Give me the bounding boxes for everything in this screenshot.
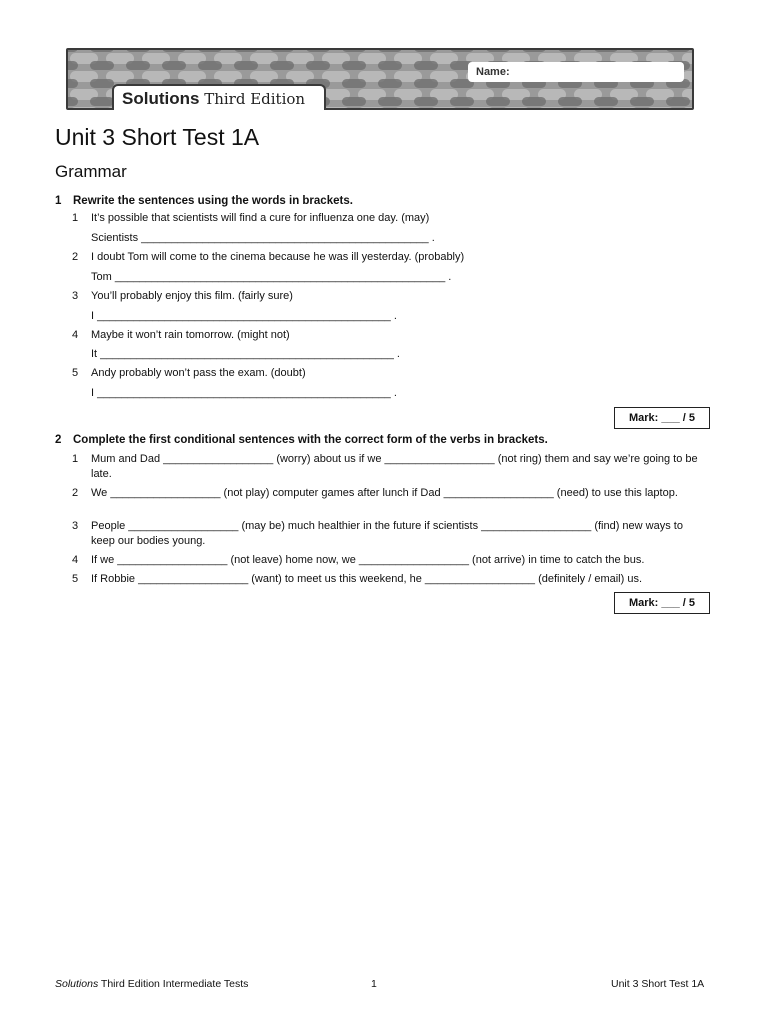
q1-answer-line[interactable]: Tom ______________________________________________________ . (91, 271, 452, 283)
name-label: Name: (476, 66, 510, 78)
q2-item-text: We __________________ (not play) computer games after lunch if Dad __________________ (need) to use this laptop. (91, 487, 678, 499)
q1-item-text: Andy probably won’t pass the exam. (doubt) (91, 367, 306, 379)
q2-mark-box: Mark: ___ / 5 (614, 592, 710, 614)
footer-right: Unit 3 Short Test 1A (611, 978, 705, 990)
footer-page-number: 1 (371, 978, 377, 990)
page-title: Unit 3 Short Test 1A (55, 124, 260, 150)
q1-item-number: 3 (72, 290, 79, 302)
q2-item-text: Mum and Dad __________________ (worry) about us if we __________________ (not ring) them and say we’re going to be late. (91, 453, 698, 480)
q1-item-number: 4 (72, 329, 79, 341)
q2-item-number: 1 (72, 453, 79, 465)
q2-item-number: 5 (72, 573, 79, 585)
q1-item-text: You’ll probably enjoy this film. (fairly sure) (91, 290, 293, 302)
name-field[interactable] (468, 62, 684, 82)
q1-answer-line[interactable]: It ________________________________________________ . (91, 348, 400, 360)
q1-item-text: It’s possible that scientists will find a cure for influenza one day. (may) (91, 212, 430, 224)
q1-heading (55, 195, 353, 207)
brand-main: Solutions (122, 89, 200, 108)
footer-brand: Solutions (55, 978, 99, 990)
section-title: Grammar (55, 162, 127, 181)
footer-left (55, 978, 248, 990)
q1-item-number: 5 (72, 367, 79, 379)
q1-item-text: Maybe it won’t rain tomorrow. (might not) (91, 329, 290, 341)
q2-instruction: Complete the first conditional sentences with the correct form of the verbs in brackets. (73, 434, 548, 446)
q2-item-number: 3 (72, 520, 79, 532)
q1-item-text: I doubt Tom will come to the cinema because he was ill yesterday. (probably) (91, 251, 465, 263)
q2-number: 2 (55, 434, 62, 446)
q1-answer-line[interactable]: Scientists _______________________________________________ . (91, 232, 435, 244)
q2-item-text: People __________________ (may be) much healthier in the future if scientists __________________ (find) new ways to keep our bodies young. (91, 520, 683, 547)
q2-item-number: 4 (72, 554, 79, 566)
brand-tab (112, 84, 326, 110)
q1-number: 1 (55, 195, 62, 207)
q1-answer-line[interactable]: I ________________________________________________ . (91, 310, 397, 322)
brand-edition: Third Edition (204, 90, 306, 108)
q1-item-number: 1 (72, 212, 79, 224)
q1-mark-box: Mark: ___ / 5 (614, 407, 710, 429)
q2-heading (55, 434, 548, 446)
brand-logo (122, 89, 305, 109)
q2-item-number: 2 (72, 487, 79, 499)
q1-item-number: 2 (72, 251, 79, 263)
q1-answer-line[interactable]: I ________________________________________________ . (91, 387, 397, 399)
q2-item-text: If we __________________ (not leave) home now, we __________________ (not arrive) in time to catch the bus. (91, 554, 645, 566)
footer-left-text: Third Edition Intermediate Tests (98, 978, 249, 990)
q1-instruction: Rewrite the sentences using the words in brackets. (73, 195, 353, 207)
q2-item-text: If Robbie __________________ (want) to meet us this weekend, he __________________ (definitely / email) us. (91, 573, 642, 585)
